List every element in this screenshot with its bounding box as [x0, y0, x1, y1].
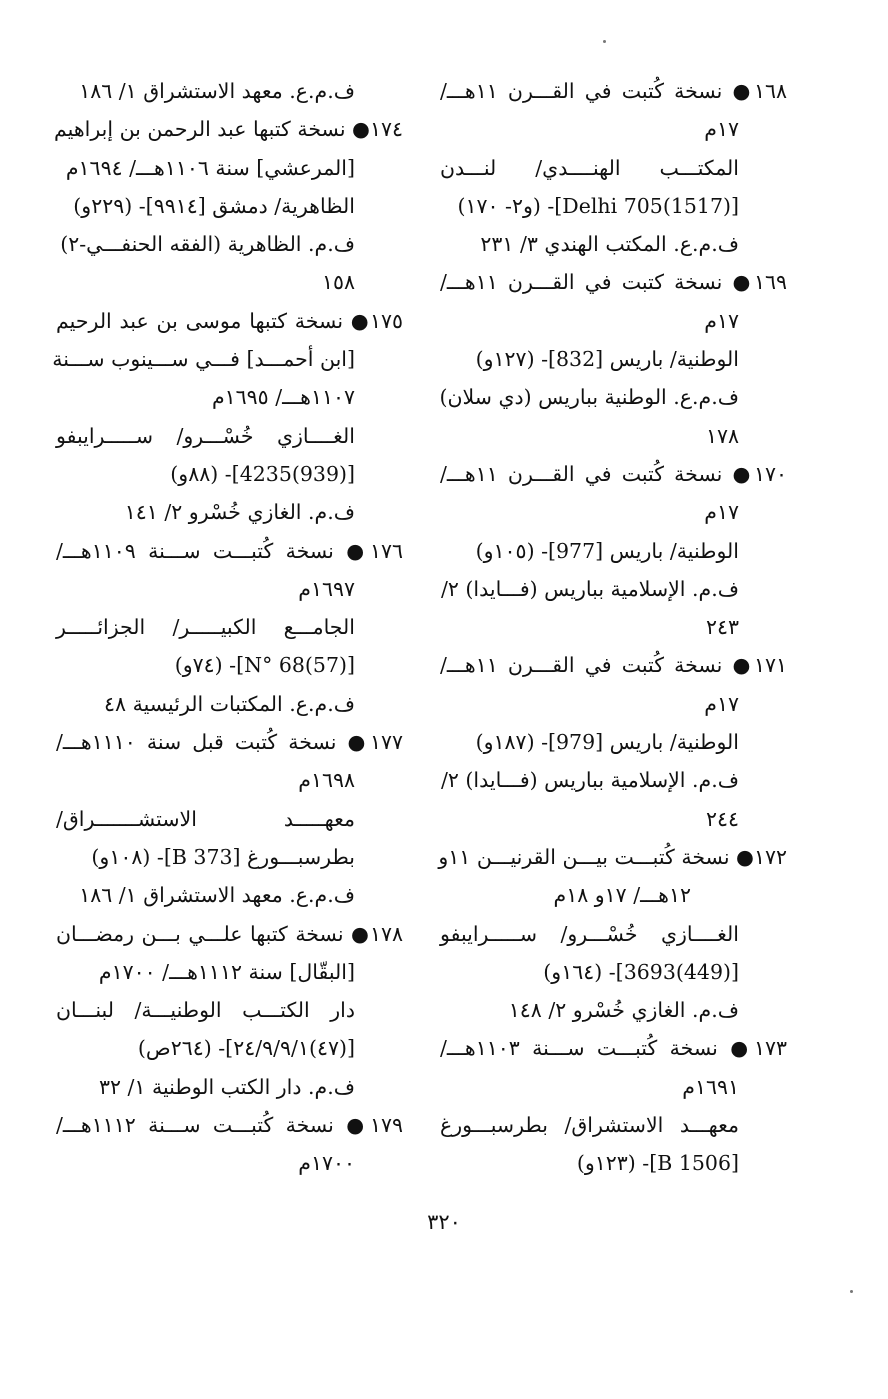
- text-line: ١٦٩١م: [682, 1074, 739, 1099]
- text-line: ف.م. الظاهرية (الفقه الحنفـــي-٢): [60, 232, 355, 257]
- text-line: ١٧م: [704, 308, 739, 333]
- text-line: ١٥٨: [321, 270, 355, 295]
- right-column: [440, 72, 787, 1183]
- text-line: الغــــازي خُسْـــرو/ ســـــرايبفو: [440, 921, 739, 946]
- text-line: بطرسبـــورغ [B 373]- (١٠٨و): [91, 844, 355, 869]
- text-line: ١٧٨● نسخة كتبها علـــي بـــن رمضـــان: [56, 921, 403, 946]
- scan-speck: [603, 40, 606, 43]
- text-line: [(449)3693]- (١٦٤و): [543, 959, 739, 984]
- text-line: ف.م. الغازي خُسْرو ٢/ ١٤٨: [508, 998, 739, 1023]
- text-line: ف.م.ع. معهد الاستشراق ١/ ١٨٦: [79, 883, 355, 908]
- text-line: الوطنية/ باريس [979]- (١٨٧و): [475, 730, 739, 755]
- text-line: ١٧٠٠م: [298, 1151, 355, 1176]
- text-line: ١٧٣● نسخة كُتبـــت ســـنة ١١٠٣هـــ/: [440, 1036, 787, 1061]
- text-line: ١٧٠● نسخة كُتبت في القـــرن ١١هـــ/: [440, 461, 787, 486]
- text-line: ١٦٩٨م: [298, 768, 355, 793]
- text-line: ف.م. دار الكتب الوطنية ١/ ٣٢: [98, 1074, 355, 1099]
- text-line: ١٧٤● نسخة كتبها عبد الرحمن بن إبراهيم: [54, 117, 403, 142]
- text-line: الظاهرية/ دمشق [٩٩١٤]- (٢٢٩و): [73, 193, 355, 218]
- text-line: ١٧٧● نسخة كُتبت قبل سنة ١١١٠هـــ/: [56, 730, 403, 755]
- text-line: [(1517)Delhi 705]- (و٢- ١٧٠): [457, 193, 739, 218]
- text-line: ١٧م: [704, 117, 739, 142]
- text-line: ف.م.ع. المكتبات الرئيسية ٤٨: [104, 691, 355, 716]
- text-line: معهـــد الاستشراق/ بطرسبـــورغ: [440, 1113, 739, 1138]
- text-line: ١٧٦● نسخة كُتبـــت ســـنة ١١٠٩هـــ/: [56, 538, 403, 563]
- text-line: ١٧٩● نسخة كُتبـــت ســـنة ١١١٢هـــ/: [56, 1113, 403, 1138]
- text-line: [N° 68(57)]- (٧٤و): [174, 653, 355, 678]
- text-line: ف.م.ع. الوطنية بباريس (دي سلان): [439, 385, 739, 410]
- text-line: ١١٠٧هـــ/ ١٦٩٥م: [211, 385, 355, 410]
- scan-speck: [850, 1290, 853, 1293]
- text-line: ١٧١● نسخة كُتبت في القـــرن ١١هـــ/: [440, 653, 787, 678]
- text-line: ١٧٨: [705, 423, 739, 448]
- text-line: الوطنية/ باريس [977]- (١٠٥و): [475, 538, 739, 563]
- text-line: ٢٤٤: [705, 806, 739, 831]
- text-line: دار الكتـــب الوطنيـــة/ لبنـــان: [56, 998, 355, 1023]
- text-line: ١٦٩٧م: [298, 576, 355, 601]
- text-line: ١٧م: [704, 500, 739, 525]
- text-line: [ابن أحمـــد] فـــي ســـينوب ســـنة: [52, 347, 355, 372]
- text-line: الوطنية/ باريس [832]- (١٢٧و): [475, 347, 739, 372]
- text-line: [(939)4235]- (٨٨و): [170, 461, 355, 486]
- text-line: [البقّال] سنة ١١١٢هـــ/ ١٧٠٠م: [98, 959, 355, 984]
- text-line: ف.م. الإسلامية بباريس (فـــايدا) ٢/: [440, 576, 739, 601]
- text-line: ١٦٩● نسخة كتبت في القـــرن ١١هـــ/: [440, 270, 787, 295]
- text-line: ف.م. الإسلامية بباريس (فـــايدا) ٢/: [440, 768, 739, 793]
- text-line: ف.م.ع. المكتب الهندي ٣/ ٢٣١: [480, 232, 739, 257]
- text-line: الغــــازي خُسْـــرو/ ســـــرايبفو: [56, 423, 355, 448]
- text-line: ف.م. الغازي خُسْرو ٢/ ١٤١: [124, 500, 355, 525]
- text-line: ١٦٨● نسخة كُتبت في القـــرن ١١هـــ/: [440, 79, 787, 103]
- text-line: [المرعشي] سنة ١١٠٦هـــ/ ١٦٩٤م: [65, 155, 355, 180]
- text-line: ١٧٢● نسخة كُتبـــت بيـــن القرنيـــن ١١و: [438, 844, 787, 869]
- text-line: ف.م.ع. معهد الاستشراق ١/ ١٨٦: [79, 79, 355, 103]
- text-line: ١٧م: [704, 691, 739, 716]
- text-line: [(٤٧)٢٤/٩/٩/١]- (٢٦٤ص): [137, 1036, 355, 1061]
- text-line: الجامـــع الكبيـــــر/ الجزائـــــر: [56, 615, 355, 640]
- text-line: معهـــــد الاستشـــــــراق/: [56, 806, 355, 831]
- left-column: [52, 72, 403, 1183]
- text-line: ٢٤٣: [705, 615, 739, 640]
- page-number: ٣٢٠: [427, 1210, 461, 1234]
- text-line: المكتـــب الهنــــدي/ لنـــدن: [440, 155, 739, 180]
- text-line: [B 1506]- (١٢٣و): [576, 1151, 739, 1176]
- text-line: ١٧٥● نسخة كتبها موسى بن عبد الرحيم: [56, 308, 403, 333]
- text-line: ١٢هـــ/ ١٧و ١٨م: [553, 883, 691, 908]
